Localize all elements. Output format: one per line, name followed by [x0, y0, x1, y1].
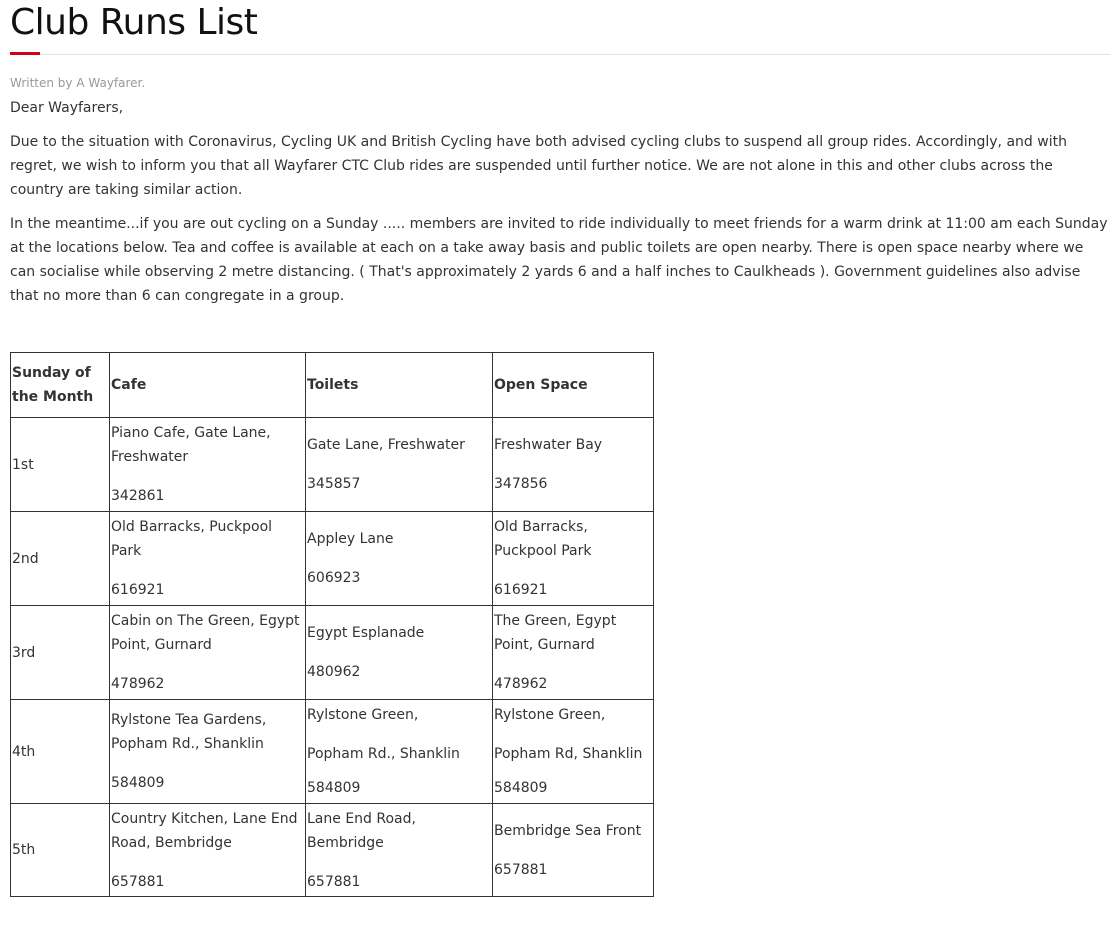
- cafe-name: Rylstone Tea Gardens, Popham Rd., Shanklin: [111, 712, 267, 752]
- header-cafe: Cafe: [110, 353, 306, 418]
- cell-open-space: [493, 804, 654, 897]
- cell-sunday: 4th: [11, 700, 110, 804]
- open-space-name-line2: Popham Rd, Shanklin: [494, 746, 643, 762]
- toilets-name-line1: Rylstone Green,: [307, 707, 419, 723]
- cafe-grid-ref: 657881: [111, 873, 165, 890]
- cafe-grid-ref: 584809: [111, 775, 165, 791]
- cell-cafe: [110, 512, 306, 606]
- open-space-name-line1: Rylstone Green,: [494, 707, 606, 723]
- cafe-name: Country Kitchen, Lane End Road, Bembridge: [111, 810, 298, 851]
- cafe-grid-ref: 342861: [111, 488, 165, 504]
- open-space-name: The Green, Egypt Point, Gurnard: [494, 613, 617, 653]
- cell-toilets: [306, 512, 493, 606]
- cell-sunday: 3rd: [11, 606, 110, 700]
- open-space-name: Old Barracks, Puckpool Park: [494, 519, 592, 559]
- cafe-name: Cabin on The Green, Egypt Point, Gurnard: [111, 613, 300, 653]
- toilets-name: Lane End Road, Bembridge: [307, 810, 416, 851]
- article-byline: Written by A Wayfarer.: [10, 76, 146, 90]
- toilets-grid-ref: 657881: [307, 873, 361, 890]
- cafe-name: Piano Cafe, Gate Lane, Freshwater: [111, 425, 271, 465]
- article-body: [10, 96, 1110, 318]
- table-row: [11, 418, 654, 512]
- cell-toilets: [306, 804, 493, 897]
- cell-toilets: [306, 418, 493, 512]
- page-title: Club Runs List: [10, 2, 258, 43]
- cell-cafe: [110, 418, 306, 512]
- table-row: [11, 700, 654, 804]
- cell-sunday: 5th: [11, 804, 110, 897]
- cell-open-space: [493, 418, 654, 512]
- header-toilets: Toilets: [306, 353, 493, 418]
- table-row: [11, 804, 654, 897]
- cell-sunday: 1st: [11, 418, 110, 512]
- table-header-row: [11, 353, 654, 418]
- open-space-name: Bembridge Sea Front: [494, 822, 642, 839]
- club-runs-table: [10, 352, 654, 897]
- table-row: [11, 606, 654, 700]
- toilets-name: Egypt Esplanade: [307, 625, 425, 641]
- toilets-grid-ref: 584809: [307, 780, 361, 796]
- header-sunday: Sunday of the Month: [11, 353, 110, 418]
- open-space-grid-ref: 478962: [494, 676, 548, 692]
- cell-cafe: [110, 804, 306, 897]
- open-space-name: Freshwater Bay: [494, 437, 603, 453]
- open-space-grid-ref: 657881: [494, 861, 548, 878]
- cell-toilets: [306, 700, 493, 804]
- cell-open-space: [493, 512, 654, 606]
- cell-toilets: [306, 606, 493, 700]
- cell-sunday: 2nd: [11, 512, 110, 606]
- cell-cafe: [110, 700, 306, 804]
- toilets-grid-ref: 480962: [307, 664, 361, 680]
- toilets-grid-ref: 345857: [307, 476, 361, 492]
- header-open-space: Open Space: [493, 353, 654, 418]
- cell-open-space: [493, 700, 654, 804]
- open-space-grid-ref: 584809: [494, 780, 548, 796]
- cell-cafe: [110, 606, 306, 700]
- page-header: [10, 0, 1110, 55]
- toilets-name: Gate Lane, Freshwater: [307, 437, 465, 453]
- table-row: [11, 512, 654, 606]
- toilets-grid-ref: 606923: [307, 570, 361, 586]
- toilets-name: Appley Lane: [307, 531, 394, 547]
- cafe-name: Old Barracks, Puckpool Park: [111, 519, 273, 559]
- open-space-grid-ref: 616921: [494, 582, 548, 598]
- cafe-grid-ref: 616921: [111, 582, 165, 598]
- greeting: Dear Wayfarers,: [10, 100, 124, 116]
- toilets-name-line2: Popham Rd., Shanklin: [307, 746, 460, 762]
- open-space-grid-ref: 347856: [494, 476, 548, 492]
- title-accent-bar: [10, 52, 40, 55]
- cell-open-space: [493, 606, 654, 700]
- cafe-grid-ref: 478962: [111, 676, 165, 692]
- paragraph-meantime: In the meantime...if you are out cycling on a Sunday ..... members are invited to ride individually to meet friends for a warm drink at 11:00 am each Sunday at the locations below. Tea and coffee is available at each on a take away basis and public toilets are open nearby. There is open space nearby where we can socialise while observing 2 metre distancing. ( That's approximately 2 yards 6 and a half inches to Caulkheads ). Government guidelines also advise that no more than 6 can congregate in a group.: [10, 216, 1108, 304]
- paragraph-suspension: Due to the situation with Coronavirus, Cycling UK and British Cycling have both advised cycling clubs to suspend all group rides. Accordingly, and with regret, we wish to inform you that all Wayfarer CTC Club rides are suspended until further notice. We are not alone in this and other clubs across the country are taking similar action.: [10, 134, 1067, 198]
